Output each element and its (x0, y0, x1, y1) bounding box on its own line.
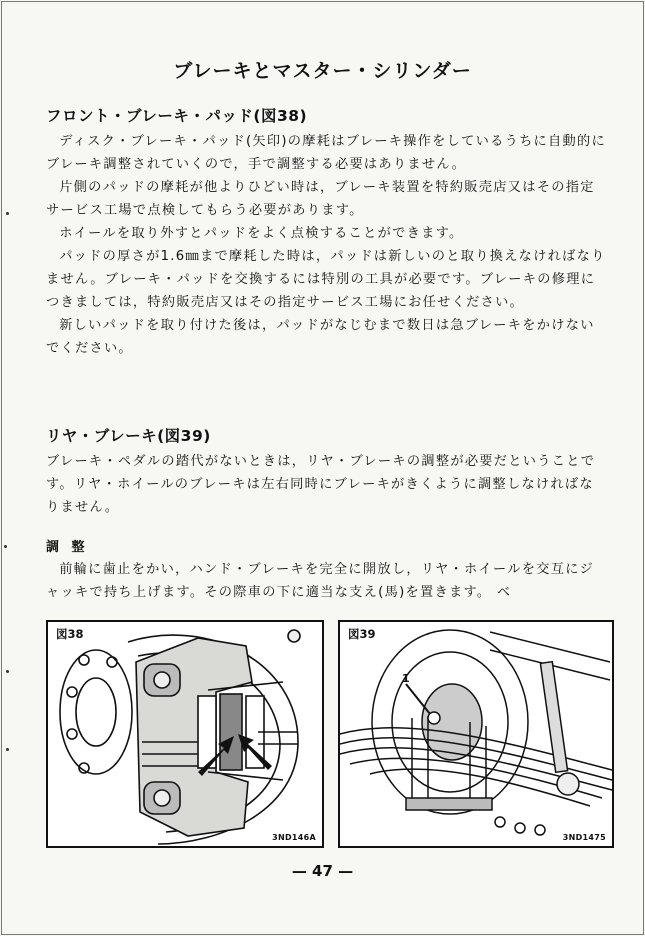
scan-speck (6, 748, 9, 751)
figure-39-code: 3ND1475 (562, 833, 606, 842)
figure-39-label: 図39 (348, 627, 376, 641)
scan-speck (6, 670, 9, 673)
section-front-brake-pad-body (46, 130, 606, 360)
figure-38 (46, 620, 324, 848)
section-rear-brake-body (46, 450, 606, 519)
adjustment-body (46, 558, 606, 604)
page-number: — 47 — (291, 862, 354, 880)
paragraph: 片側のパッドの摩耗が他よりひどい時は，ブレーキ装置を特約販売店又はその指定サービス工場で点検してもらう必要があります。 (46, 180, 595, 218)
page-title: ブレーキとマスター・シリンダー (173, 60, 472, 82)
section-heading-front-brake-pad: フロント・ブレーキ・パッド(図38) (46, 107, 308, 125)
paragraph: 前輪に歯止をかい，ハンド・ブレーキを完全に開放し，リヤ・ホイールを交互にジャッキで持ち上げます。その際車の下に適当な支え(馬)を置きます。 ベ (46, 562, 595, 600)
paragraph: ホイールを取り外すとパッドをよく点検することができます。 (59, 226, 464, 241)
disc-brake-caliper-illustration (48, 622, 322, 846)
adjustment-heading: 調 整 (46, 540, 89, 555)
paragraph: パッドの厚さが1.6㎜まで摩耗した時は，パッドは新しいのと取り換えなければなりません。ブレーキ・パッドを交換するには特別の工具が必要です。ブレーキの修理につきましては，特約販売店又はその指定サービス工場にお任せください。 (46, 249, 606, 310)
rear-brake-leaf-spring-illustration (340, 622, 612, 846)
scan-speck (6, 212, 9, 215)
figure-38-code: 3ND146A (272, 833, 316, 842)
paragraph: ディスク・ブレーキ・パッド(矢印)の摩耗はブレーキ操作をしているうちに自動的にブレーキ調整されていくので，手で調整する必要はありません。 (46, 134, 606, 172)
figure-38-label: 図38 (56, 627, 84, 641)
scan-speck (4, 545, 7, 548)
section-heading-rear-brake: リヤ・ブレーキ(図39) (46, 427, 211, 445)
paragraph: 新しいパッドを取り付けた後は，パッドがなじむまで数日は急ブレーキをかけないでください。 (46, 318, 595, 356)
figure-39 (338, 620, 614, 848)
paragraph: ブレーキ・ペダルの踏代がないときは，リヤ・ブレーキの調整が必要だということです。リヤ・ホイールのブレーキは左右同時にブレーキがきくように調整しなければなりません。 (46, 454, 596, 515)
callout-1: 1 (402, 672, 410, 685)
